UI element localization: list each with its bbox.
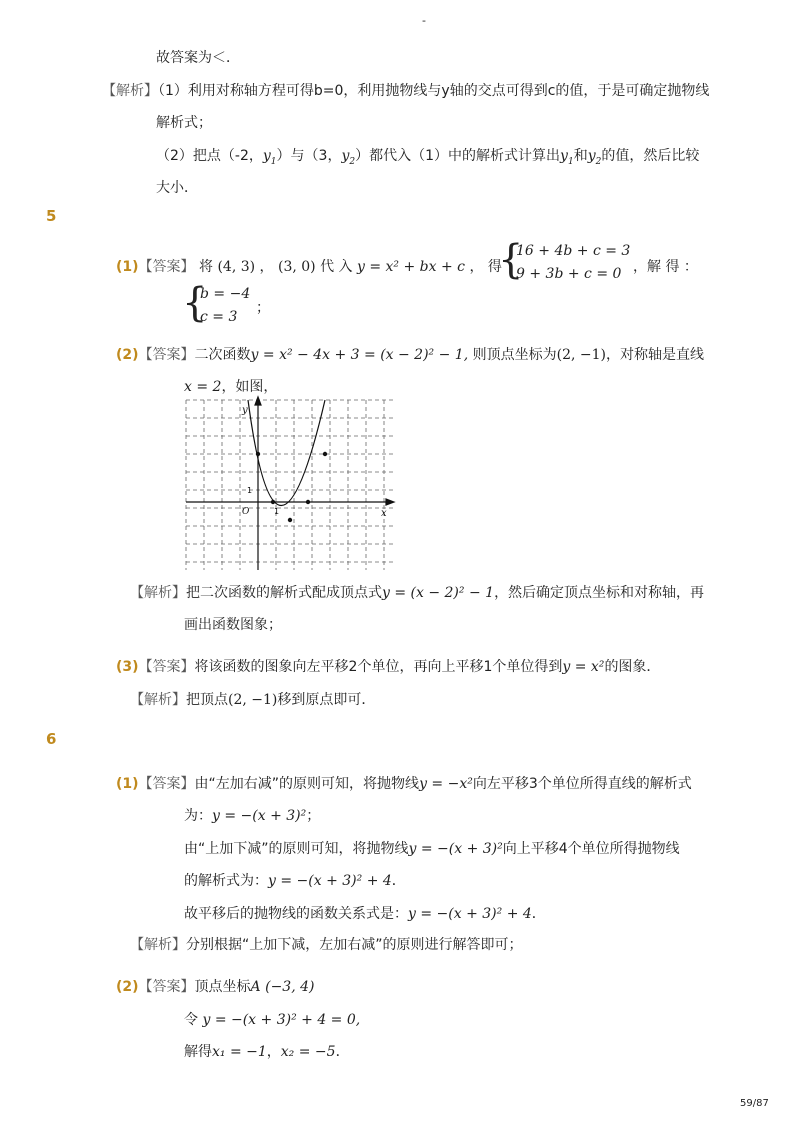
- text: 的值，然后比较: [601, 148, 700, 164]
- q6-part1-line3: 由“上加下减”的原则可知，将抛物线y = −(x + 3)²向上平移4个单位所得抛物线: [184, 841, 680, 857]
- math-y2b: $y_2$: [587, 148, 602, 167]
- analysis-line-4: 大小．: [156, 180, 198, 196]
- question-number-6: 6: [46, 730, 57, 748]
- math-y2: $y_2$: [341, 148, 356, 167]
- text: 和: [573, 148, 588, 164]
- analysis-line-3: [156, 145, 699, 167]
- solution-eq-1: b = −4: [200, 286, 251, 302]
- analysis-tag: 【解析】: [130, 937, 186, 953]
- answer-tag: 【答案】: [138, 659, 195, 675]
- y-tick-1: 1: [247, 486, 253, 495]
- y-axis-label: y: [242, 405, 248, 416]
- q5-part2-line1: (2)【答案】二次函数y = x² − 4x + 3 = (x − 2)² − 1, 则顶点坐标为(2, −1)，对称轴是直线: [116, 347, 704, 363]
- q5-part2-line2: x = 2，如图，: [184, 379, 278, 395]
- text: （2）把点（-2，: [156, 148, 263, 164]
- origin-label: O: [242, 507, 250, 517]
- q5-part2-analysis-1: 【解析】把二次函数的解析式配成顶点式y = (x − 2)² − 1，然后确定顶点坐标和对称轴，再: [130, 585, 705, 601]
- answer-tag: 【答案】: [138, 979, 195, 995]
- analysis-tag: 【解析】: [130, 585, 186, 601]
- part-number: (2): [116, 979, 139, 995]
- q6-part2-line3: 解得x₁ = −1，x₂ = −5．: [184, 1044, 350, 1060]
- q6-part1-line2: 为：y = −(x + 3)²；: [184, 808, 321, 824]
- answer-tag: 【答案】: [138, 776, 195, 792]
- answer-tag: 【答案】: [138, 347, 195, 363]
- parabola-graph: [184, 395, 396, 573]
- q5-part3-analysis: 【解析】把顶点(2, −1)移到原点即可．: [130, 692, 376, 708]
- analysis-line-1: [102, 80, 709, 100]
- x-tick-1: 1: [274, 507, 280, 516]
- analysis-text: （1）利用对称轴方程可得b=0，利用抛物线与y轴的交点可得到c的值，于是可确定抛物线: [158, 83, 710, 99]
- system-eq-1: 16 + 4b + c = 3: [516, 243, 631, 259]
- q5-part2-analysis-2: 画出函数图象；: [184, 617, 282, 633]
- math-y1b: $y_1$: [560, 148, 574, 167]
- q6-part1-line5: 故平移后的抛物线的函数关系式是：y = −(x + 3)² + 4．: [184, 906, 546, 922]
- q6-part1-analysis: 【解析】分别根据“上加下减，左加右减”的原则进行解答即可；: [130, 937, 523, 953]
- answer-line: 故答案为＜．: [156, 50, 240, 66]
- solution-brace: {: [182, 280, 208, 326]
- header-mark: -: [422, 14, 426, 27]
- part-number: (2): [116, 347, 139, 363]
- part-number: (1): [116, 776, 139, 792]
- analysis-tag: 【解析】: [130, 692, 186, 708]
- x-axis-label: x: [381, 508, 387, 519]
- analysis-tag: 【解析】: [102, 83, 158, 99]
- page-number: 59/87: [740, 1098, 769, 1109]
- part-number: (1): [116, 259, 139, 275]
- solution-eq-2: c = 3: [200, 309, 238, 325]
- text: ）都代入（1）中的解析式计算出: [355, 148, 561, 164]
- solution-semicolon: ；: [256, 300, 270, 316]
- system-eq-2: 9 + 3b + c = 0: [516, 266, 622, 282]
- answer-tag: 【答案】: [138, 259, 195, 275]
- q6-part2-line2: 令 y = −(x + 3)² + 4 = 0,: [184, 1012, 361, 1028]
- q5-part1-line1: (1)【答案】 将 (4, 3) ， (3, 0) 代 入 y = x² + bx + c ， 得: [116, 259, 502, 275]
- question-number-5: 5: [46, 207, 57, 225]
- text: ）与（3，: [276, 148, 342, 164]
- math-y1: $y_1$: [262, 148, 277, 167]
- q6-part1-line4: 的解析式为：y = −(x + 3)² + 4．: [184, 873, 406, 889]
- q6-part2-line1: (2)【答案】顶点坐标A (−3, 4): [116, 979, 315, 995]
- graph-grid: [186, 400, 394, 570]
- q6-part1-line1: (1)【答案】由“左加右减”的原则可知，将抛物线y = −x²向左平移3个单位所得直线的解析式: [116, 776, 692, 792]
- part-number: (3): [116, 659, 139, 675]
- analysis-line-2: 解析式；: [156, 115, 212, 131]
- q5-part3-line1: (3)【答案】将该函数的图象向左平移2个单位，再向上平移1个单位得到y = x²的图象．: [116, 659, 661, 675]
- solve-text: ，解 得 ：: [633, 259, 698, 275]
- system-brace: {: [498, 237, 524, 283]
